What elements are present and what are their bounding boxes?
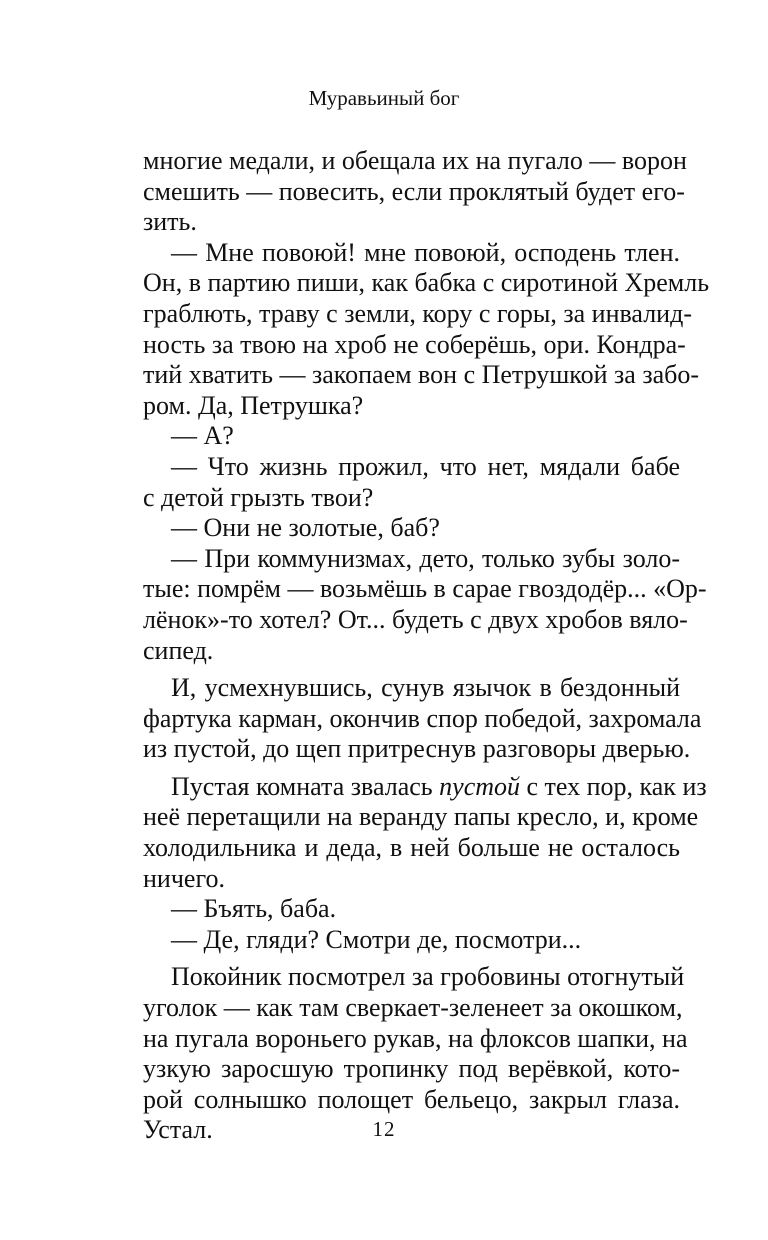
text-line [143, 238, 680, 269]
text-line [143, 391, 680, 422]
italic-word: пустой [439, 771, 521, 801]
text-line [143, 574, 707, 605]
text-run: с детой грызть твои? [143, 482, 374, 512]
text-run: — Де, гляди? Смотри де, посмотри... [171, 924, 582, 954]
text-run: — А? [171, 421, 234, 451]
text-line [143, 703, 702, 735]
text-run: Устал. [143, 1115, 213, 1145]
paragraph [143, 452, 680, 513]
text-line [143, 329, 686, 361]
text-line [143, 925, 680, 956]
text-run: тые: помрём — возьмёшь в сарае гвоздодёр... «Ор- [143, 574, 707, 604]
text-run: Он, в партию пиши, как бабка с сиротиной Хремль [143, 268, 710, 298]
text-run: лёнок»-то хотел? От... будеть с двух хробов вяло- [143, 604, 688, 634]
text-run: — Бъять, баба. [171, 894, 337, 924]
text-run: ничего. [143, 863, 225, 893]
text-line [143, 298, 692, 330]
text-run: неё перетащили на веранду папы кресло, и, кроме [143, 802, 699, 832]
paragraph-gap [143, 955, 680, 962]
text-line [143, 146, 687, 177]
paragraph [143, 771, 707, 894]
text-run: зить. [143, 207, 197, 237]
text-run: — Они не золотые, баб? [171, 513, 440, 543]
text-run: ром. Да, Петрушка? [143, 390, 364, 420]
page-number: 12 [372, 1117, 396, 1141]
text-run: сипед. [143, 635, 214, 665]
text-line [143, 1085, 680, 1116]
paragraph-gap [143, 765, 680, 772]
text-line [143, 452, 680, 483]
text-line [143, 483, 680, 514]
text-run: на пугала вороньего рукав, на флоксов шапки, на [143, 1023, 688, 1053]
text-run: уголок — как там сверкает-зеленеет за окошком, [143, 993, 683, 1023]
paragraph [143, 421, 680, 452]
text-run: из пустой, до щеп притреснув разговоры дверью. [143, 734, 691, 764]
text-run: холодильника и деда, в ней больше не осталось [143, 833, 680, 863]
body-text [143, 146, 710, 1146]
text-line [143, 604, 688, 636]
text-line [143, 1054, 680, 1085]
paragraph [143, 513, 680, 544]
text-line [143, 864, 680, 895]
text-run: фартука карман, окончив спор победой, захромала [143, 703, 702, 733]
paragraph [143, 543, 707, 666]
text-line [143, 176, 685, 208]
text-line [143, 833, 680, 864]
text-run: ность за твою на хроб не соберёшь, ори. Кондра- [143, 329, 686, 359]
text-line [143, 1023, 688, 1055]
text-run: — При коммунизмах, дето, только зубы золо- [171, 543, 680, 573]
paragraph [143, 673, 702, 765]
text-run: с тех пор, как из [520, 771, 707, 801]
paragraph [143, 925, 680, 956]
text-line [143, 673, 680, 704]
text-run: Пустая комната звалась [171, 771, 440, 801]
text-line [143, 360, 700, 391]
text-line [143, 268, 710, 299]
text-run: рой солнышко полощет бельецо, закрыл глаза. [143, 1084, 680, 1114]
paragraph-gap [143, 666, 680, 673]
text-run: тий хватить — закопаем вон с Петрушкой за забо- [143, 360, 700, 390]
text-run: — Что жизнь прожил, что нет, мядали бабе [171, 451, 680, 481]
text-run: многие медали, и обещала их на пугало — ворон [143, 146, 687, 175]
paragraph [143, 146, 687, 238]
text-line [143, 421, 680, 452]
text-run: граблють, траву с земли, кору с горы, за инвалид- [143, 298, 692, 328]
text-line [143, 993, 683, 1024]
text-line [143, 544, 680, 575]
text-run: смешить — повесить, если проклятый будет его- [143, 176, 685, 206]
text-line [143, 513, 680, 544]
paragraph [143, 237, 710, 422]
text-line [143, 207, 680, 238]
running-header: Муравьиный бог [308, 86, 460, 110]
paragraph [143, 894, 680, 925]
text-line [143, 962, 685, 993]
text-run: — Мне повоюй! мне повоюй, осподень тлен. [171, 237, 680, 267]
text-run: И, усмехнувшись, сунув язычок в бездонный [171, 673, 680, 703]
text-line [143, 802, 699, 833]
text-line [143, 636, 680, 667]
text-run: узкую заросшую тропинку под верёвкой, кото- [143, 1054, 680, 1084]
text-run: Покойник посмотрел за гробовины отогнутый [171, 962, 685, 992]
text-line [143, 894, 680, 925]
text-line [143, 734, 691, 765]
text-line [143, 771, 707, 803]
